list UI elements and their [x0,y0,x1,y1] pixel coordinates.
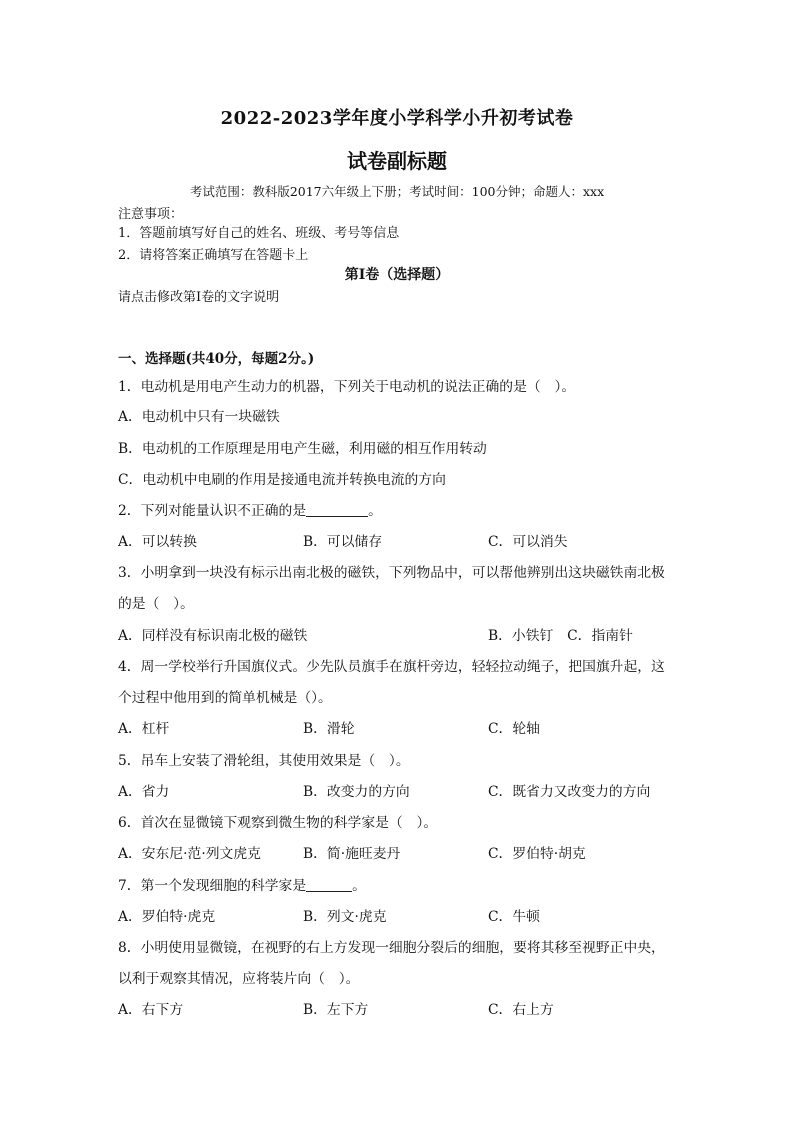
answer-blank [306,502,368,517]
q2-option-b: B．可以储存 [303,534,383,550]
question-7-text: 7．第一个发现细胞的科学家是 [118,878,307,894]
q7-option-a: A．罗伯特·虎克 [118,909,216,925]
notice-item-2: 2．请将答案正确填写在答题卡上 [118,248,309,263]
question-7 [118,874,366,894]
q1-option-c: C．电动机中电刷的作用是接通电流并转换电流的方向 [118,472,446,488]
q4-option-c: C．轮轴 [488,721,540,737]
q5-option-c: C．既省力又改变力的方向 [488,784,651,800]
q3-option-a: A．同样没有标识南北极的磁铁 [118,628,308,644]
q8-option-c: C．右上方 [488,1002,554,1018]
question-8-line-2: 以利于观察其情况，应将装片向（ ）。 [118,971,360,987]
question-2 [118,499,382,519]
q3-option-bc: B．小铁钉 C．指南针 [488,628,633,644]
q7-option-c: C．牛顿 [488,909,540,925]
q8-option-a: A．右下方 [118,1002,184,1018]
question-2-suffix: 。 [368,503,382,519]
exam-info: 考试范围：教科版2017六年级上下册；考试时间：100分钟；命题人：xxx [189,184,605,199]
exam-title: 2022-2023学年度小学科学小升初考试卷 [220,108,574,129]
answer-blank [306,877,352,892]
q7-option-b: B．列文·虎克 [303,909,387,925]
volume-title: 第I卷（选择题） [344,267,450,283]
question-2-text: 2．下列对能量认识不正确的是 [118,503,307,519]
q2-option-a: A．可以转换 [118,534,197,550]
q5-option-b: B．改变力的方向 [303,784,410,800]
question-5: 5．吊车上安装了滑轮组，其使用效果是（ ）。 [118,753,410,769]
question-3-line-2: 的是（ ）。 [118,596,194,612]
question-7-suffix: 。 [352,878,366,894]
exam-subtitle: 试卷副标题 [347,149,447,173]
question-4-line-2: 个过程中他用到的简单机械是（）。 [118,690,332,706]
question-6: 6．首次在显微镜下观察到微生物的科学家是（ ）。 [118,815,438,831]
q1-option-b: B．电动机的工作原理是用电产生磁，利用磁的相互作用转动 [118,441,487,457]
q4-option-a: A．杠杆 [118,721,170,737]
question-4-line-1: 4．周一学校举行升国旗仪式。少先队员旗手在旗杆旁边，轻轻拉动绳子，把国旗升起，这 [118,659,665,675]
q6-option-b: B．简·施旺麦丹 [303,846,401,862]
volume-note: 请点击修改第I卷的文字说明 [118,290,280,305]
notice-heading: 注意事项： [118,207,184,222]
q1-option-a: A．电动机中只有一块磁铁 [118,409,280,425]
notice-item-1: 1．答题前填写好自己的姓名、班级、考号等信息 [118,226,400,241]
q2-option-c: C．可以消失 [488,534,568,550]
q4-option-b: B．滑轮 [303,721,355,737]
question-1: 1．电动机是用电产生动力的机器，下列关于电动机的说法正确的是（ ）。 [118,379,576,395]
q6-option-a: A．安东尼·范·列文虎克 [118,846,261,862]
question-8-line-1: 8．小明使用显微镜，在视野的右上方发现一细胞分裂后的细胞，要将其移至视野正中央， [118,940,665,956]
section-title: 一、选择题(共40分，每题2分。) [118,351,315,367]
q8-option-b: B．左下方 [303,1002,369,1018]
question-3-line-1: 3．小明拿到一块没有标示出南北极的磁铁，下列物品中，可以帮他辨别出这块磁铁南北极 [118,565,665,581]
q5-option-a: A．省力 [118,784,170,800]
q6-option-c: C．罗伯特·胡克 [488,846,586,862]
